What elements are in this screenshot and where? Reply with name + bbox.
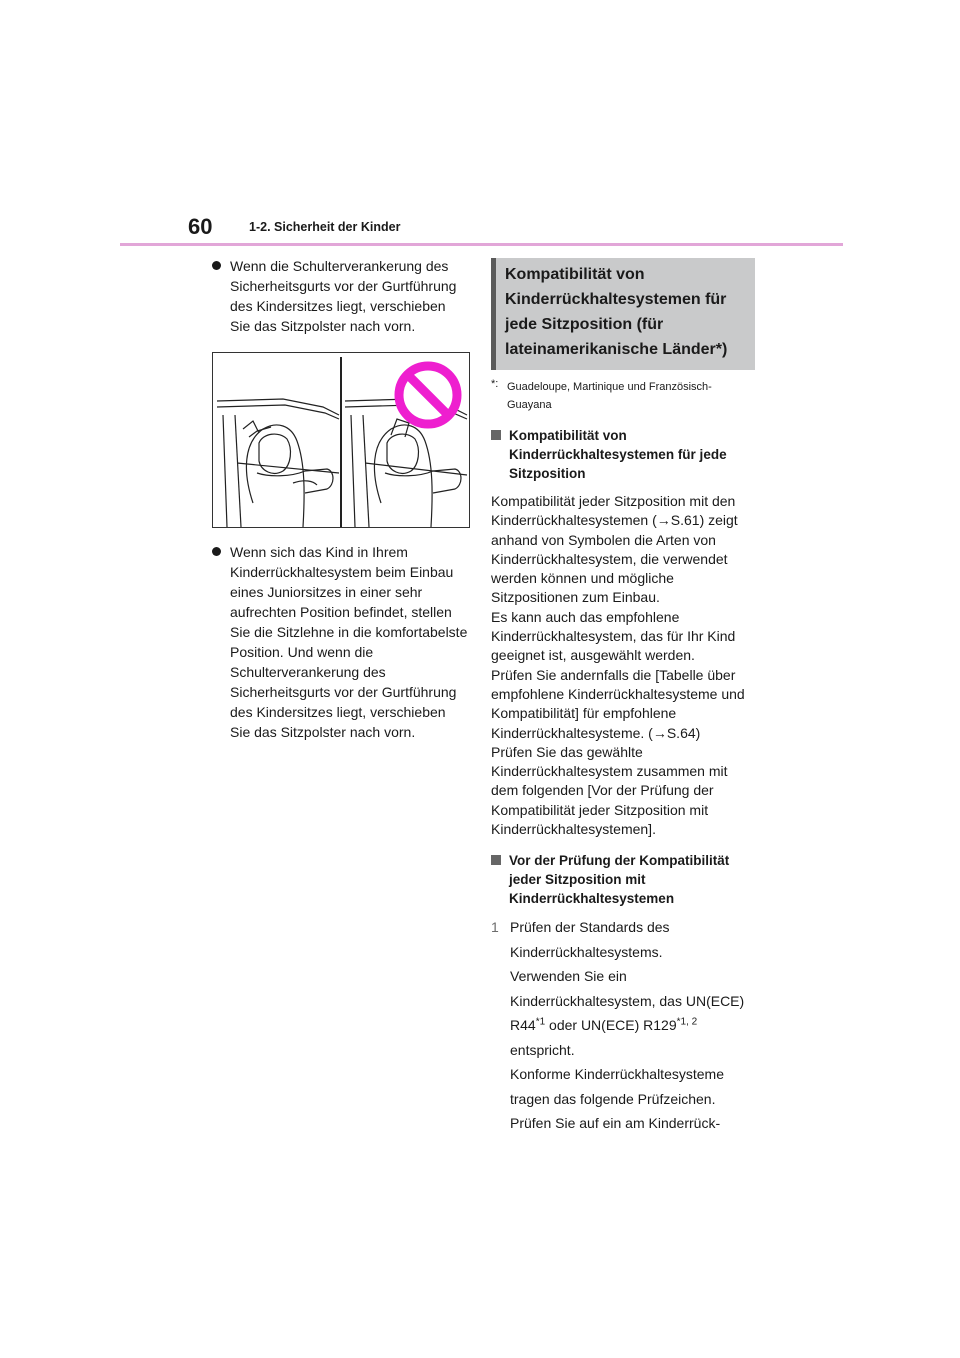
bullet-text: Wenn sich das Kind in Ihrem Kinderrückhaltesystem beim Einbau eines Juniorsitzes in einer sehr aufrechten Position befindet, stellen Sie die Sitzlehne in die komfortabelste Position. Und wenn die Schulterverankerung des Sicherheitsgurts vor der Gurtführung des Kindersitzes liegt, verschieben Sie das Sitzpolster nach vorn.: [230, 544, 468, 740]
step-detail: Verwenden Sie ein Kinderrückhaltesystem, das UN(ECE) R44$^{*1}$ oder UN(ECE) R129$^{*1, 2}$ entspricht.: [510, 968, 745, 1058]
seat-illustration: [212, 352, 470, 528]
step-number: 1: [491, 919, 499, 936]
page-number: 60: [188, 214, 213, 239]
paragraph-text: Prüfen Sie andernfalls die [Tabelle über empfohlene Kinderrückhaltesysteme und Kompatibilität] für empfohlene Kinderrückhaltesysteme. (: [491, 666, 745, 741]
paragraph-text: Es kann auch das empfohlene Kinderrückhaltesystem, das für Ihr Kind geeignet ist, ausgewählt werden.: [491, 608, 736, 664]
section-title: 1-2. Sicherheit der Kinder: [249, 220, 401, 234]
footnote-mark: *:: [491, 378, 499, 390]
paragraph-text: Kompatibilität jeder Sitzposition mit den Kinderrückhaltesystemen (: [491, 493, 736, 529]
bullet-text: Wenn die Schulterverankerung des Sicherheitsgurts vor der Gurtführung des Kindersitzes liegt, verschieben Sie das Sitzpolster nach vorn.: [230, 258, 457, 334]
bullet-item: [212, 542, 468, 742]
step-item: [491, 915, 753, 1136]
right-column: [491, 256, 753, 1136]
left-column: [212, 256, 468, 742]
page-reference[interactable]: →S.61: [656, 512, 700, 529]
bullet-item: [212, 256, 468, 336]
step-text: Prüfen der Standards des Kinderrückhaltesystems.: [510, 919, 670, 960]
square-bullet-icon: [491, 430, 501, 440]
left-panel-car-seat: [217, 399, 339, 527]
subheading-text: Kompatibilität von Kinderrückhaltesystemen für jede Sitzposition: [509, 428, 727, 481]
bullet-dot-icon: [212, 547, 221, 556]
square-bullet-icon: [491, 855, 501, 865]
bullet-dot-icon: [212, 261, 221, 270]
step-detail: Prüfen Sie auf ein am Kinderrück-: [510, 1115, 721, 1132]
prohibition-icon: [399, 366, 457, 424]
header-rule: [120, 243, 843, 246]
seat-illustration-drawing: [213, 353, 469, 527]
subheading-text: Vor der Prüfung der Kompatibilität jeder Sitzposition mit Kinderrückhaltesystemen: [509, 853, 730, 907]
footnote: [491, 378, 753, 414]
footnote-text: Guadeloupe, Martinique und Französisch-Guayana: [507, 381, 712, 411]
paragraph: [491, 492, 753, 839]
step-detail: Konforme Kinderrückhaltesysteme tragen das folgende Prüfzeichen.: [510, 1066, 724, 1107]
paragraph-text: ): [695, 724, 701, 741]
compatibility-heading: Kompatibilität von Kinderrückhaltesystemen für jede Sitzposition (für lateinamerikanische Länder*): [491, 258, 755, 370]
subheading: [491, 851, 753, 908]
paragraph-text: Prüfen Sie das gewählte Kinderrückhaltesystem zusammen mit dem folgenden [Vor der Prüfung der Kompatibilität jeder Sitzposition mit Kinderrückhaltesystemen].: [491, 743, 728, 838]
paragraph-text: ) zeigt anhand von Symbolen die Arten von Kinderrückhaltesystem, die verwendet werden können und mögliche Sitzpositionen zum Einbau.: [491, 512, 738, 606]
subheading: [491, 426, 753, 483]
page-reference[interactable]: →S.64: [652, 724, 696, 741]
